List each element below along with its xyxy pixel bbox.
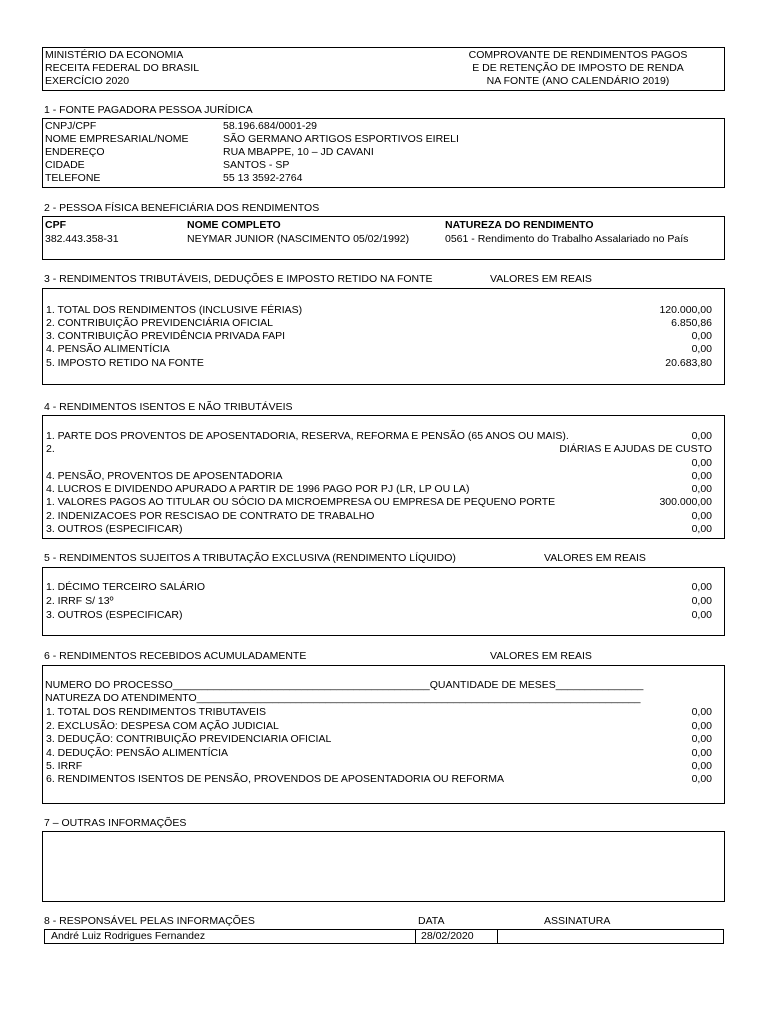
row-value: 0,00 (691, 747, 712, 759)
fonte-label: CNPJ/CPF (45, 120, 97, 132)
table-row (46, 457, 712, 470)
row-value: 300.000,00 (659, 496, 712, 508)
fonte-value: 55 13 3592-2764 (223, 172, 303, 184)
row-label: 1. TOTAL DOS RENDIMENTOS (INCLUSIVE FÉRIAS) (46, 304, 303, 316)
fonte-value: RUA MBAPPE, 10 – JD CAVANI (223, 146, 374, 158)
header-line-1-left: MINISTÉRIO DA ECONOMIA (45, 49, 184, 61)
fonte-value: 58.196.684/0001-29 (223, 120, 318, 132)
row-value: 0,00 (691, 470, 712, 482)
cpf-header: CPF (45, 219, 66, 231)
table-row (46, 706, 712, 719)
section-4-title: 4 - RENDIMENTOS ISENTOS E NÃO TRIBUTÁVEIS (44, 401, 293, 413)
row-label: 5. IRRF (46, 760, 83, 772)
fonte-label: NOME EMPRESARIAL/NOME (45, 133, 189, 145)
row-value: 0,00 (691, 523, 712, 535)
table-row (46, 430, 712, 443)
row-label: 6. RENDIMENTOS ISENTOS DE PENSÃO, PROVENDOS DE APOSENTADORIA OU REFORMA (46, 773, 505, 785)
table-row (46, 581, 712, 594)
row-label: 2. CONTRIBUIÇÃO PREVIDENCIÁRIA OFICIAL (46, 317, 273, 329)
row-label: 4. LUCROS E DIVIDENDO APURADO A PARTIR DE 1996 PAGO POR PJ (LR, LP OU LA) (46, 483, 470, 495)
table-row (46, 304, 712, 317)
table-row (46, 720, 712, 733)
row-value: 0,00 (691, 706, 712, 718)
row-label: 1. VALORES PAGOS AO TITULAR OU SÓCIO DA MICROEMPRESA OU EMPRESA DE PEQUENO PORTE (46, 496, 556, 508)
divider (415, 930, 416, 943)
natureza-field: NATUREZA DO ATENDIMENTO____________________________________________________________________________ (45, 692, 641, 704)
section-7-title: 7 – OUTRAS INFORMAÇÕES (44, 817, 187, 829)
row-value: 0,00 (691, 330, 712, 342)
row-value: 0,00 (691, 609, 712, 621)
outras-informacoes-box[interactable] (42, 831, 725, 902)
section-5-valores: VALORES EM REAIS (544, 552, 646, 564)
row-value: 0,00 (691, 733, 712, 745)
fonte-label: CIDADE (45, 159, 85, 171)
row-label: 1. TOTAL DOS RENDIMENTOS TRIBUTAVEIS (46, 706, 266, 718)
row-value: 0,00 (691, 483, 712, 495)
cpf-value: 382.443.358-31 (45, 233, 119, 245)
row-value: 6.850,86 (671, 317, 712, 329)
table-row (46, 523, 712, 536)
fonte-label: ENDEREÇO (45, 146, 105, 158)
section-5-title: 5 - RENDIMENTOS SUJEITOS A TRIBUTAÇÃO EXCLUSIVA (RENDIMENTO LÍQUIDO) (44, 552, 456, 564)
row-value: 0,00 (691, 430, 712, 442)
row-label: 3. CONTRIBUIÇÃO PREVIDÊNCIA PRIVADA FAPI (46, 330, 286, 342)
fonte-value: SÃO GERMANO ARTIGOS ESPORTIVOS EIRELI (223, 133, 459, 145)
natureza-header: NATUREZA DO RENDIMENTO (445, 219, 594, 231)
table-row (46, 357, 712, 370)
header-line-3-right: NA FONTE (ANO CALENDÁRIO 2019) (486, 75, 670, 87)
row-value: 0,00 (691, 773, 712, 785)
table-row (46, 510, 712, 523)
row-label: 3. OUTROS (ESPECIFICAR) (46, 609, 183, 621)
row-label: 2. EXCLUSÃO: DESPESA COM AÇÃO JUDICIAL (46, 720, 279, 732)
header-line-1-right: COMPROVANTE DE RENDIMENTOS PAGOS (468, 49, 688, 61)
header-line-2-right: E DE RETENÇÃO DE IMPOSTO DE RENDA (472, 62, 684, 74)
row-label: 3. DEDUÇÃO: CONTRIBUIÇÃO PREVIDENCIARIA OFICIAL (46, 733, 332, 745)
header-line-2-left: RECEITA FEDERAL DO BRASIL (45, 62, 200, 74)
nome-header: NOME COMPLETO (187, 219, 281, 231)
fonte-value: SANTOS - SP (223, 159, 290, 171)
row-label: DIÁRIAS E AJUDAS DE CUSTO (559, 443, 712, 455)
responsavel-name: André Luiz Rodrigues Fernandez (51, 930, 206, 942)
processo-field: NUMERO DO PROCESSO____________________________________________QUANTIDADE DE MESES_______________ (45, 679, 644, 691)
row-value: 0,00 (691, 581, 712, 593)
row-label: 1. DÉCIMO TERCEIRO SALÁRIO (46, 581, 206, 593)
assinatura-label: ASSINATURA (544, 915, 611, 927)
section-3-box (42, 288, 725, 385)
data-label: DATA (418, 915, 445, 927)
row-number: 2. (46, 443, 55, 455)
section-6-valores: VALORES EM REAIS (490, 650, 592, 662)
table-row (46, 496, 712, 509)
fonte-label: TELEFONE (45, 172, 101, 184)
table-row (46, 443, 712, 456)
section-2-box (42, 216, 725, 260)
table-row (46, 747, 712, 760)
section-6-box (42, 665, 725, 804)
row-label: 3. OUTROS (ESPECIFICAR) (46, 523, 183, 535)
row-label: 4. DEDUÇÃO: PENSÃO ALIMENTÍCIA (46, 747, 229, 759)
row-label: 1. PARTE DOS PROVENTOS DE APOSENTADORIA, RESERVA, REFORMA E PENSÃO (65 ANOS OU MAIS). (46, 430, 569, 442)
row-value: 0,00 (691, 343, 712, 355)
row-value: 0,00 (691, 457, 712, 469)
table-row (46, 760, 712, 773)
section-6-title: 6 - RENDIMENTOS RECEBIDOS ACUMULADAMENTE (44, 650, 307, 662)
nome-value: NEYMAR JUNIOR (NASCIMENTO 05/02/1992) (187, 233, 410, 245)
table-row (46, 483, 712, 496)
header-line-3-left: EXERCÍCIO 2020 (45, 75, 130, 87)
row-label: 4. PENSÃO, PROVENTOS DE APOSENTADORIA (46, 470, 283, 482)
divider (497, 930, 498, 943)
row-value: 0,00 (691, 510, 712, 522)
section-4-box (42, 415, 725, 539)
section-3-title: 3 - RENDIMENTOS TRIBUTÁVEIS, DEDUÇÕES E IMPOSTO RETIDO NA FONTE (44, 273, 433, 285)
table-row (46, 330, 712, 343)
table-row (46, 733, 712, 746)
header-box (42, 47, 725, 91)
row-label: 2. INDENIZACOES POR RESCISAO DE CONTRATO DE TRABALHO (46, 510, 375, 522)
section-3-valores: VALORES EM REAIS (490, 273, 592, 285)
natureza-value: 0561 - Rendimento do Trabalho Assalariado no País (445, 233, 689, 245)
row-value: 20.683,80 (665, 357, 712, 369)
section-8-title: 8 - RESPONSÁVEL PELAS INFORMAÇÕES (44, 915, 255, 927)
responsavel-box (44, 929, 724, 944)
table-row (46, 595, 712, 608)
table-row (46, 343, 712, 356)
section-1-box (42, 118, 725, 188)
row-value: 0,00 (691, 720, 712, 732)
table-row (46, 470, 712, 483)
row-value: 120.000,00 (659, 304, 712, 316)
row-label: 5. IMPOSTO RETIDO NA FONTE (46, 357, 204, 369)
responsavel-date: 28/02/2020 (421, 930, 474, 942)
row-label: 2. IRRF S/ 13º (46, 595, 114, 607)
row-label: 4. PENSÃO ALIMENTÍCIA (46, 343, 170, 355)
table-row (46, 773, 712, 786)
section-2-title: 2 - PESSOA FÍSICA BENEFICIÁRIA DOS RENDIMENTOS (44, 202, 320, 214)
section-5-box (42, 567, 725, 636)
section-1-title: 1 - FONTE PAGADORA PESSOA JURÍDICA (44, 104, 253, 116)
table-row (46, 609, 712, 622)
row-value: 0,00 (691, 595, 712, 607)
row-value: 0,00 (691, 760, 712, 772)
table-row (46, 317, 712, 330)
